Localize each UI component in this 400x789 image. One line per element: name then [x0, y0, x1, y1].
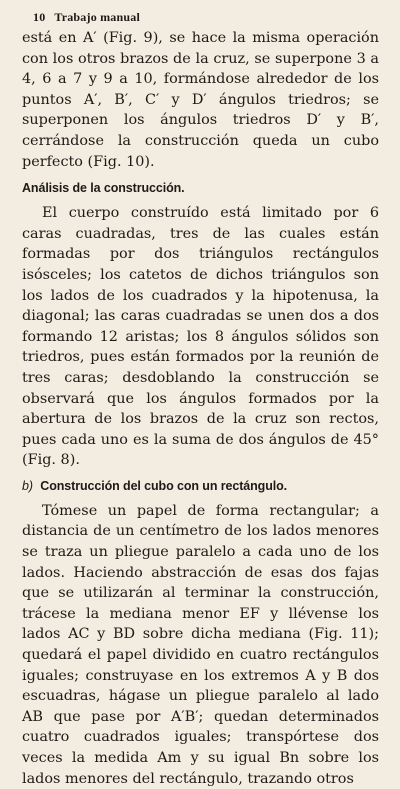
- section-b-paragraph: Tómese un papel de forma rectangular; a distancia de un centímetro de los lados menores se traza un pliegue paralelo a cada uno de los lados. Haciendo abstracción de esas dos fajas que se utilizarán al terminar la construcción, trácese la mediana menor EF y llévense los lados AC y BD sobre dicha mediana (Fig. 11); quedará el papel dividido en cuatro rectángulos iguales; construyase en los extremos A y B dos escuadras, hágase un pliegue paralelo al lado AB que pase por A′B′; quedan determinados cuatro cuadrados iguales; transpórtese dos veces la medida Am y su igual Bn sobre los lados menores del rectángulo, trazando otros: [22, 502, 379, 787]
- continued-paragraph: está en A′ (Fig. 9), se hace la misma operación con los otros brazos de la cruz, se superpone 3 a 4, 6 a 7 y 9 a 10, formándose alrededor de los puntos A′, B′, C′ y D′ ángulos triedros; se superponen los ángulos triedros D′ y B′, cerrándose la construcción queda un cubo perfecto (Fig. 10).: [22, 30, 379, 170]
- section-marker: b): [22, 478, 33, 493]
- analysis-paragraph: El cuerpo construído está limitado por 6 caras cuadradas, tres de las cuales están formadas por dos triángulos rectángulos isósceles; los catetos de dichos triángulos son los lados de los cuadrados y la hipotenusa, la diagonal; las caras cuadradas se unen dos a dos formando 12 aristas; los 8 ángulos sólidos son triedros, pues están formados por la reunión de tres caras; desdoblando la construcción se observará que los ángulos formados por la abertura de los brazos de la cruz son rectos, pues cada uno es la suma de dos ángulos de 45° (Fig. 8).: [22, 205, 379, 469]
- section-heading-b: [22, 479, 379, 493]
- page-number: 10: [33, 10, 46, 24]
- running-title: Trabajo manual: [54, 10, 140, 24]
- section-heading-analysis: Análisis de la construcción.: [22, 181, 185, 196]
- running-head: [33, 10, 379, 25]
- section-title: Construcción del cubo con un rectángulo.: [40, 478, 288, 493]
